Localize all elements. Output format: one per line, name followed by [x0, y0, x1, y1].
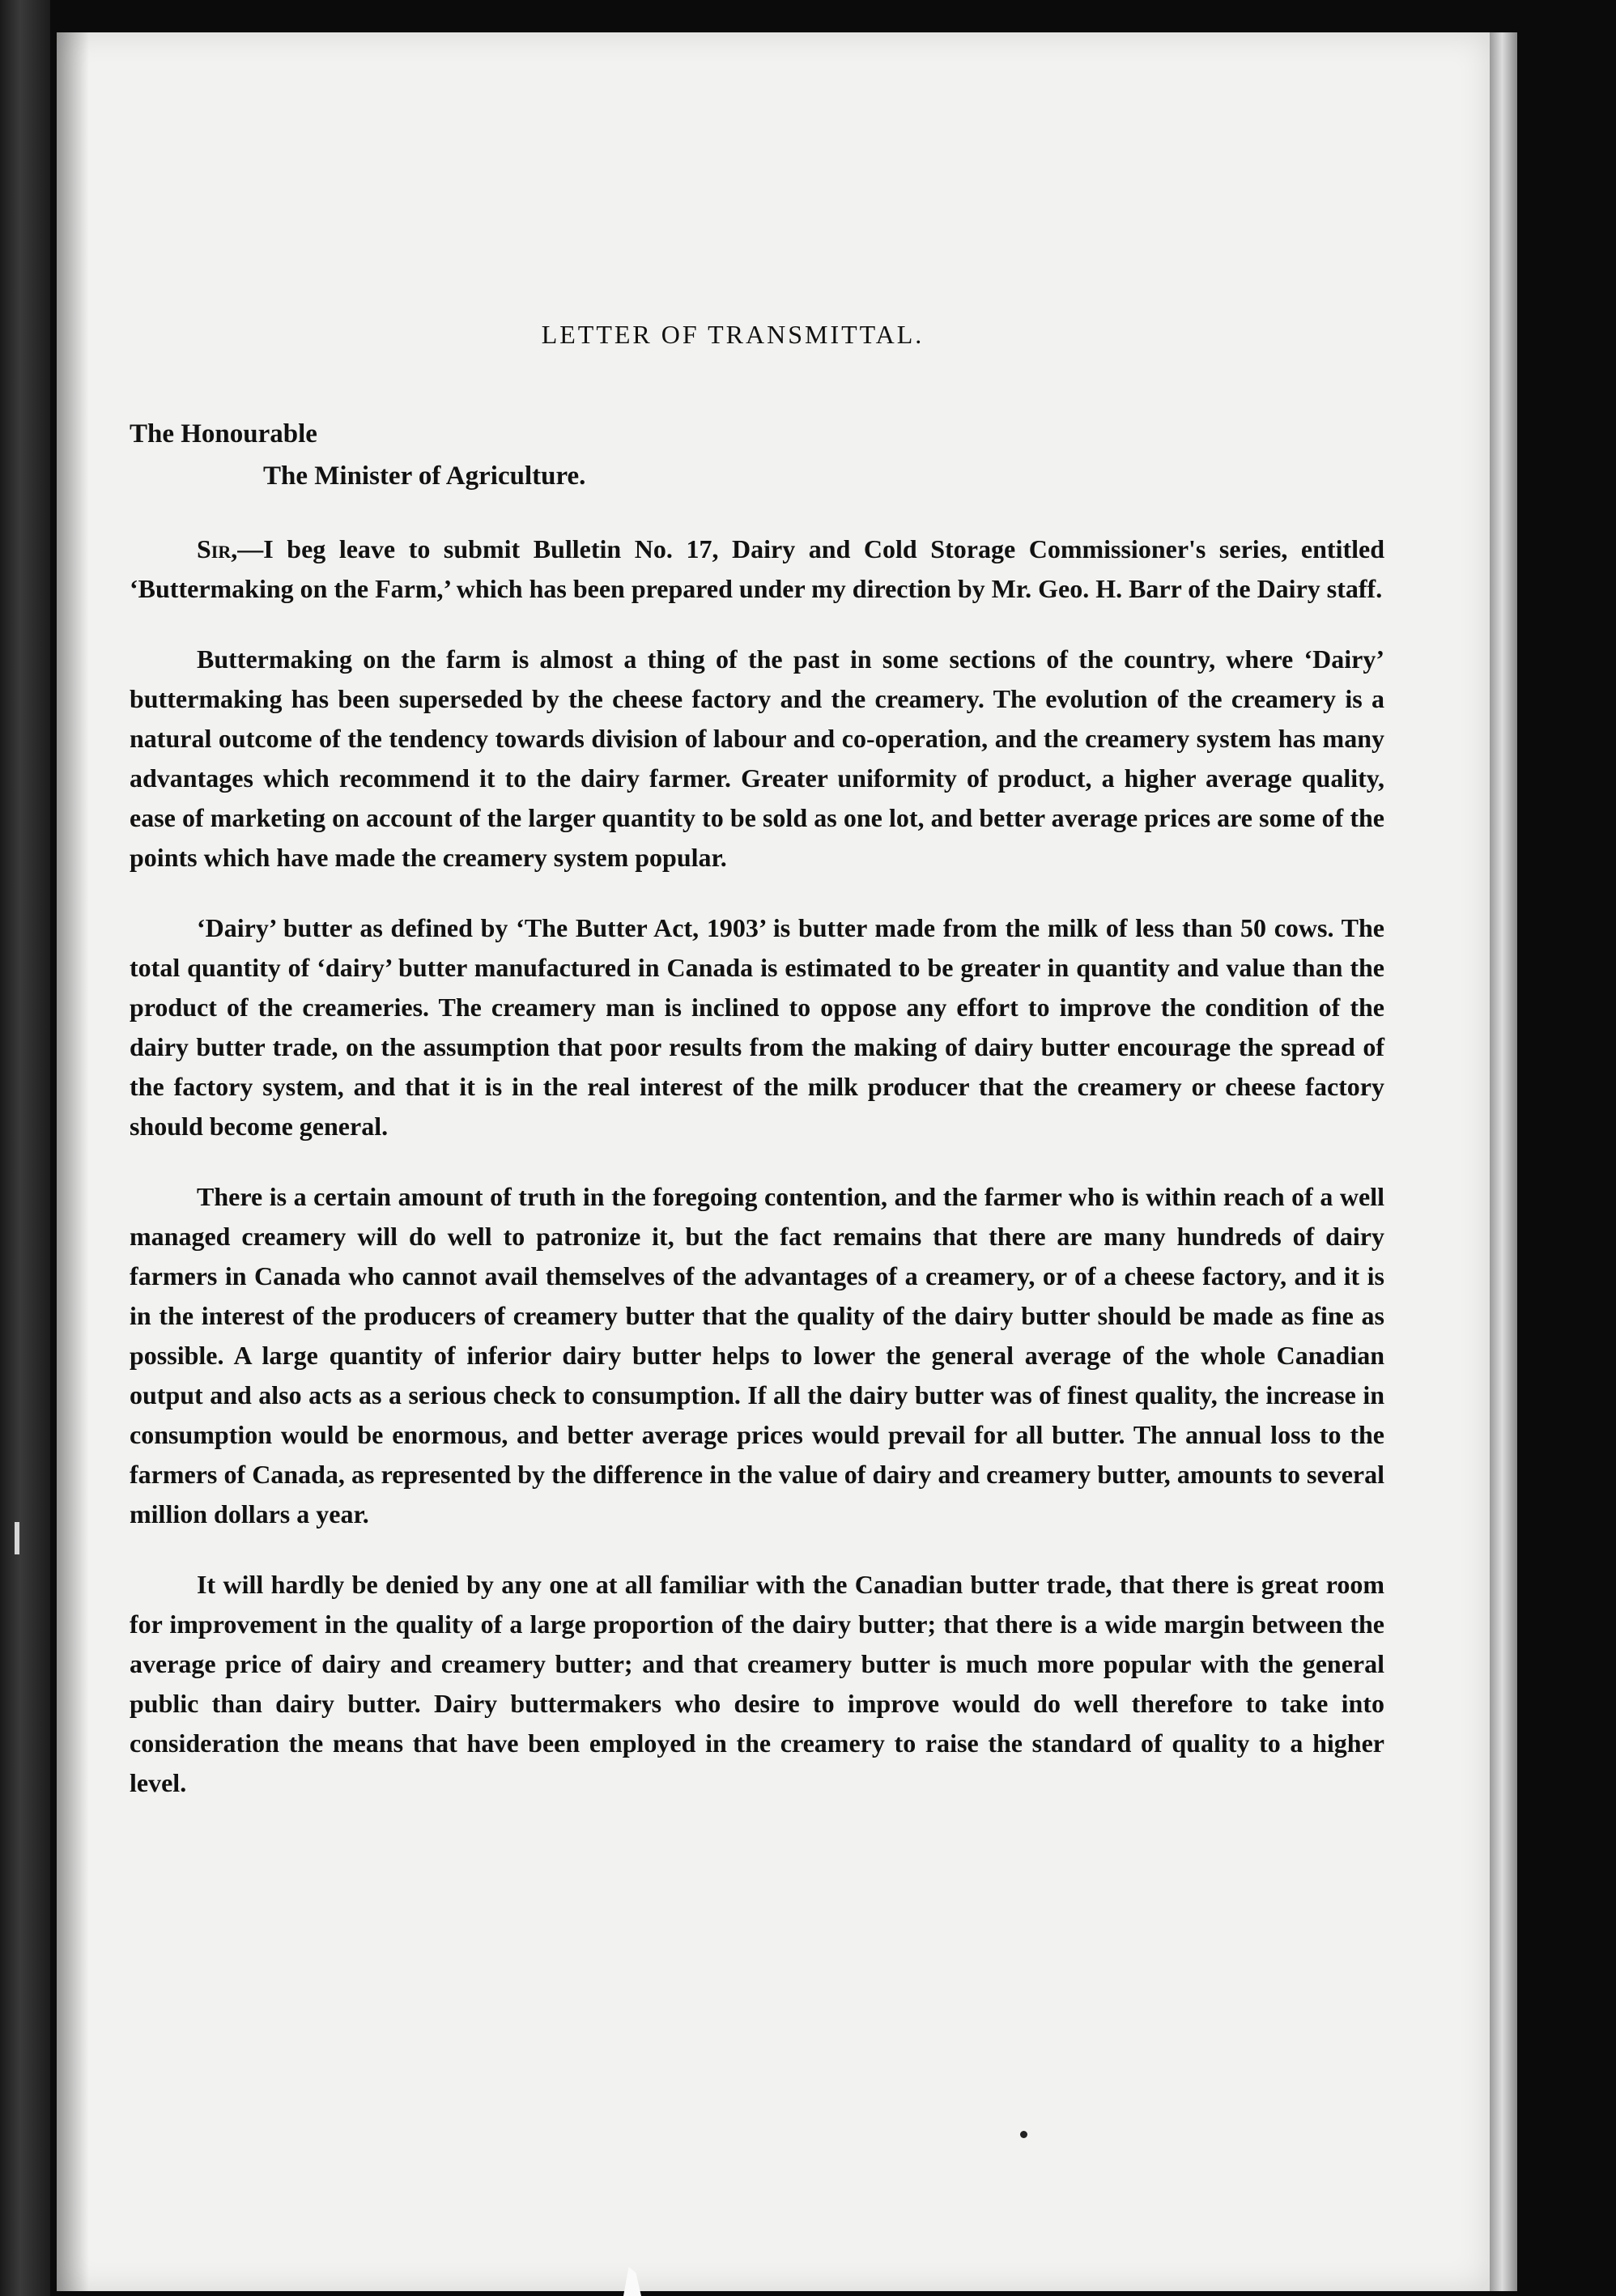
paragraph-1-text: —I beg leave to submit Bulletin No. 17, Dairy and Cold Storage Commissioner's series, entitled ‘Buttermaking on the Farm,’ which has been prepared under my direction by Mr. Geo. H. Barr of the Dairy staff. [130, 534, 1384, 603]
scan-artifact [15, 1522, 19, 1554]
facing-page-edge [0, 0, 50, 2296]
paragraph-1 [130, 529, 1384, 609]
ink-speck [1020, 2131, 1027, 2138]
paragraph-4: There is a certain amount of truth in the foregoing contention, and the farmer who is within reach of a well managed creamery will do well to patronize it, but the fact remains that there are many hundreds of dairy farmers in Canada who cannot avail themselves of the advantages of a creamery, or of a cheese factory, and it is in the interest of the producers of creamery butter that the quality of the dairy butter should be made as fine as possible. A large quantity of inferior dairy butter helps to lower the general average of the whole Canadian output and also acts as a serious check to consumption. If all the dairy butter was of finest quality, the increase in consumption would be enormous, and better average prices would prevail for all butter. The annual loss to the farmers of Canada, as represented by the difference in the value of dairy and creamery butter, amounts to several million dollars a year. [130, 1182, 1384, 1529]
paragraph-5: It will hardly be denied by any one at all familiar with the Canadian butter trade, that there is great room for improvement in the quality of a large proportion of the dairy butter; that there is a wide margin between the average price of dairy and creamery butter; and that creamery butter is much more popular with the general public than dairy butter. Dairy buttermakers who desire to improve would do well therefore to take into consideration the means that have been employed in the creamery to raise the standard of quality to a higher level. [130, 1570, 1384, 1797]
page-title: LETTER OF TRANSMITTAL. [541, 320, 925, 349]
addressee-line-1: The Honourable [130, 419, 317, 449]
scan-border-right [1517, 0, 1616, 2296]
addressee-block [130, 413, 1384, 497]
paragraph-2: Buttermaking on the farm is almost a thing of the past in some sections of the country, where ‘Dairy’ buttermaking has been superseded by the cheese factory and the creamery. The evolution of the creamery is a natural outcome of the tendency towards division of labour and co-operation, and the creamery system has many advantages which recommend it to the dairy farmer. Greater uniformity of product, a higher average quality, ease of marketing on account of the larger quantity to be sold as one lot, and better average prices are some of the points which have made the creamery system popular. [130, 644, 1384, 872]
addressee-line-2: The Minister of Agriculture. [263, 461, 586, 491]
salutation: Sir, [197, 534, 238, 563]
gutter-shadow [57, 32, 89, 2291]
letter-body [130, 320, 1384, 1803]
paragraph-3: ‘Dairy’ butter as defined by ‘The Butter Act, 1903’ is butter made from the milk of less than 50 cows. The total quantity of ‘dairy’ butter manufactured in Canada is estimated to be greater in quantity and value than the product of the creameries. The creamery man is inclined to oppose any effort to improve the condition of the dairy butter trade, on the assumption that poor results from the making of dairy butter encourage the spread of the factory system, and that it is in the real interest of the milk producer that the creamery or cheese factory should become general. [130, 913, 1384, 1141]
page-stack-edge [1490, 32, 1517, 2291]
